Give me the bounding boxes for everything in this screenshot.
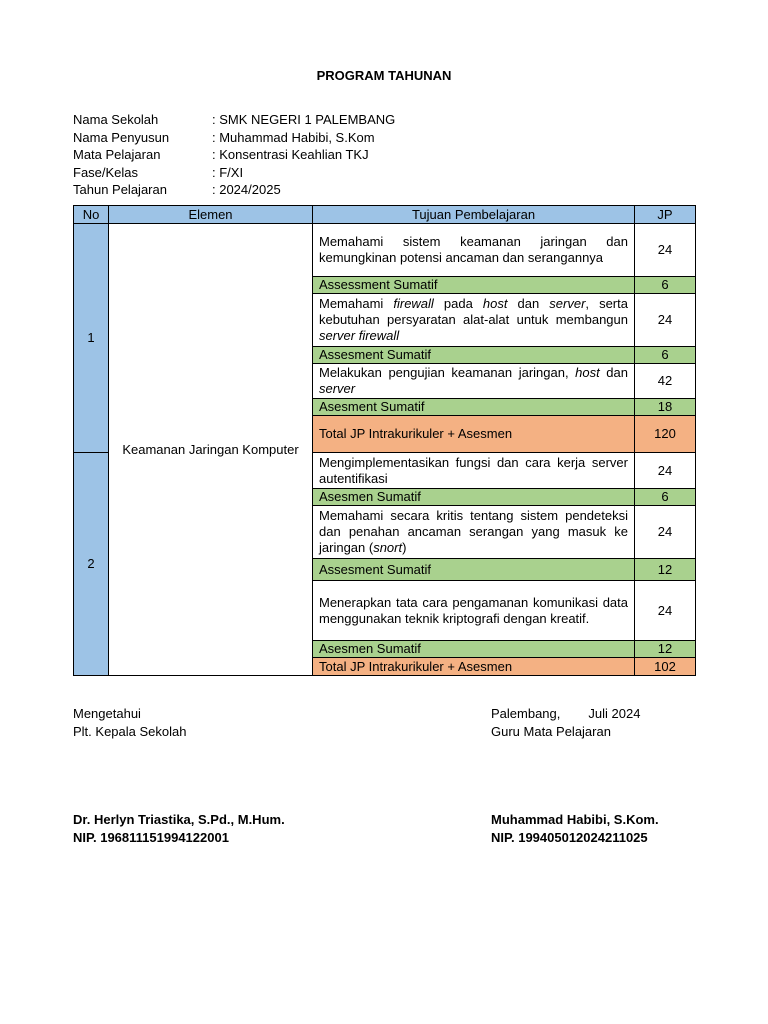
learning-objective xyxy=(313,581,635,641)
signature-right-nip: NIP. 199405012024211025 xyxy=(491,829,648,845)
signature-right-place: Palembang, xyxy=(491,706,561,721)
signature-right-name-block xyxy=(491,811,659,846)
header-tujuan: Tujuan Pembelajaran xyxy=(313,206,635,224)
jp-value: 24 xyxy=(635,453,696,489)
assessment-label: Assesment Sumatif xyxy=(313,347,635,364)
signature-right-name: Muhammad Habibi, S.Kom. xyxy=(491,812,659,827)
objective-text: snort xyxy=(373,540,403,555)
jp-value: 12 xyxy=(635,641,696,658)
jp-value: 18 xyxy=(635,399,696,416)
info-block xyxy=(73,111,395,199)
assessment-label: Assessment Sumatif xyxy=(313,277,635,294)
learning-objective xyxy=(313,453,635,489)
signature-left xyxy=(73,705,186,740)
objective-text: server firewall xyxy=(319,328,400,343)
assessment-label: Asesment Sumatif xyxy=(313,399,635,416)
signature-right-place-date xyxy=(491,705,640,723)
info-row-school xyxy=(73,111,395,129)
jp-value: 12 xyxy=(635,559,696,581)
assessment-label: Asesmen Sumatif xyxy=(313,641,635,658)
objective-text: server xyxy=(549,296,586,311)
objective-text: Mengimplementasikan fungsi dan cara kerja server autentifikasi xyxy=(319,454,628,486)
jp-value: 6 xyxy=(635,489,696,506)
jp-value: 24 xyxy=(635,581,696,641)
info-value: : 2024/2025 xyxy=(212,182,281,198)
info-label: Nama Sekolah xyxy=(73,112,159,127)
signature-left-line1: Mengetahui xyxy=(73,706,141,721)
signature-left-name: Dr. Herlyn Triastika, S.Pd., M.Hum. xyxy=(73,812,285,827)
total-label: Total JP Intrakurikuler + Asesmen xyxy=(313,416,635,453)
objective-text: Memahami secara kritis tentang sistem pendeteksi dan penahan ancaman serangan yang masuk ke jaringan ( xyxy=(319,508,628,555)
info-value: : F/XI xyxy=(212,164,244,180)
document-title: PROGRAM TAHUNAN xyxy=(316,68,452,83)
info-label: Tahun Pelajaran xyxy=(73,182,167,198)
info-value: : Konsentrasi Keahlian TKJ xyxy=(212,147,369,163)
info-label: Fase/Kelas xyxy=(73,164,139,180)
info-value: : Muhammad Habibi, S.Kom xyxy=(212,129,375,145)
info-row-class xyxy=(73,164,395,182)
assessment-label: Assesment Sumatif xyxy=(313,559,635,581)
objective-text: firewall xyxy=(393,296,434,311)
total-jp: 120 xyxy=(635,416,696,453)
learning-objective xyxy=(313,364,635,399)
signature-right-date: Juli 2024 xyxy=(588,706,641,721)
jp-value: 42 xyxy=(635,364,696,399)
header-no: No xyxy=(74,206,109,224)
objective-text: Memahami xyxy=(319,296,394,311)
assessment-label: Asesmen Sumatif xyxy=(313,489,635,506)
objective-text: Memahami sistem keamanan jaringan dan kemungkinan potensi ancaman dan serangannya xyxy=(319,234,628,265)
info-row-year xyxy=(73,181,395,199)
info-label: Mata Pelajaran xyxy=(73,147,161,163)
jp-value: 24 xyxy=(635,224,696,277)
objective-text: dan xyxy=(599,365,628,380)
objective-text: pada xyxy=(433,296,483,311)
table-body xyxy=(74,224,696,676)
info-row-author xyxy=(73,129,395,147)
jp-value: 6 xyxy=(635,277,696,294)
learning-objective xyxy=(313,224,635,277)
header-jp: JP xyxy=(635,206,696,224)
signature-left-name-block xyxy=(73,811,285,846)
signature-left-line2: Plt. Kepala Sekolah xyxy=(73,723,187,739)
objective-text: Melakukan pengujian keamanan jaringan, xyxy=(319,365,576,380)
objective-text: ) xyxy=(402,540,407,555)
group-number: 2 xyxy=(74,453,109,676)
header-elemen: Elemen xyxy=(109,206,313,224)
info-row-subject xyxy=(73,146,395,164)
objective-text: host xyxy=(575,365,600,380)
learning-objective xyxy=(313,294,635,347)
total-jp: 102 xyxy=(635,658,696,676)
objective-text: server xyxy=(319,381,356,396)
objective-text: dan xyxy=(507,296,550,311)
jp-value: 24 xyxy=(635,506,696,559)
program-table xyxy=(73,205,696,676)
signature-right xyxy=(491,705,640,740)
jp-value: 6 xyxy=(635,347,696,364)
elemen-cell: Keamanan Jaringan Komputer xyxy=(109,224,313,676)
table-header-row xyxy=(74,206,696,224)
total-label: Total JP Intrakurikuler + Asesmen xyxy=(313,658,635,676)
table-row xyxy=(74,224,696,277)
objective-text: Menerapkan tata cara pengamanan komunikasi data menggunakan teknik kriptografi dengan kreatif. xyxy=(319,594,628,626)
objective-text: , serta kebutuhan persyaratan alat-alat untuk membangun xyxy=(319,296,628,327)
signature-left-nip: NIP. 196811151994122001 xyxy=(73,829,229,845)
info-value: : SMK NEGERI 1 PALEMBANG xyxy=(212,112,396,127)
signature-right-line2: Guru Mata Pelajaran xyxy=(491,723,611,739)
learning-objective xyxy=(313,506,635,559)
objective-text: host xyxy=(482,296,508,311)
jp-value: 24 xyxy=(635,294,696,347)
group-number: 1 xyxy=(74,224,109,453)
info-label: Nama Penyusun xyxy=(73,129,170,145)
